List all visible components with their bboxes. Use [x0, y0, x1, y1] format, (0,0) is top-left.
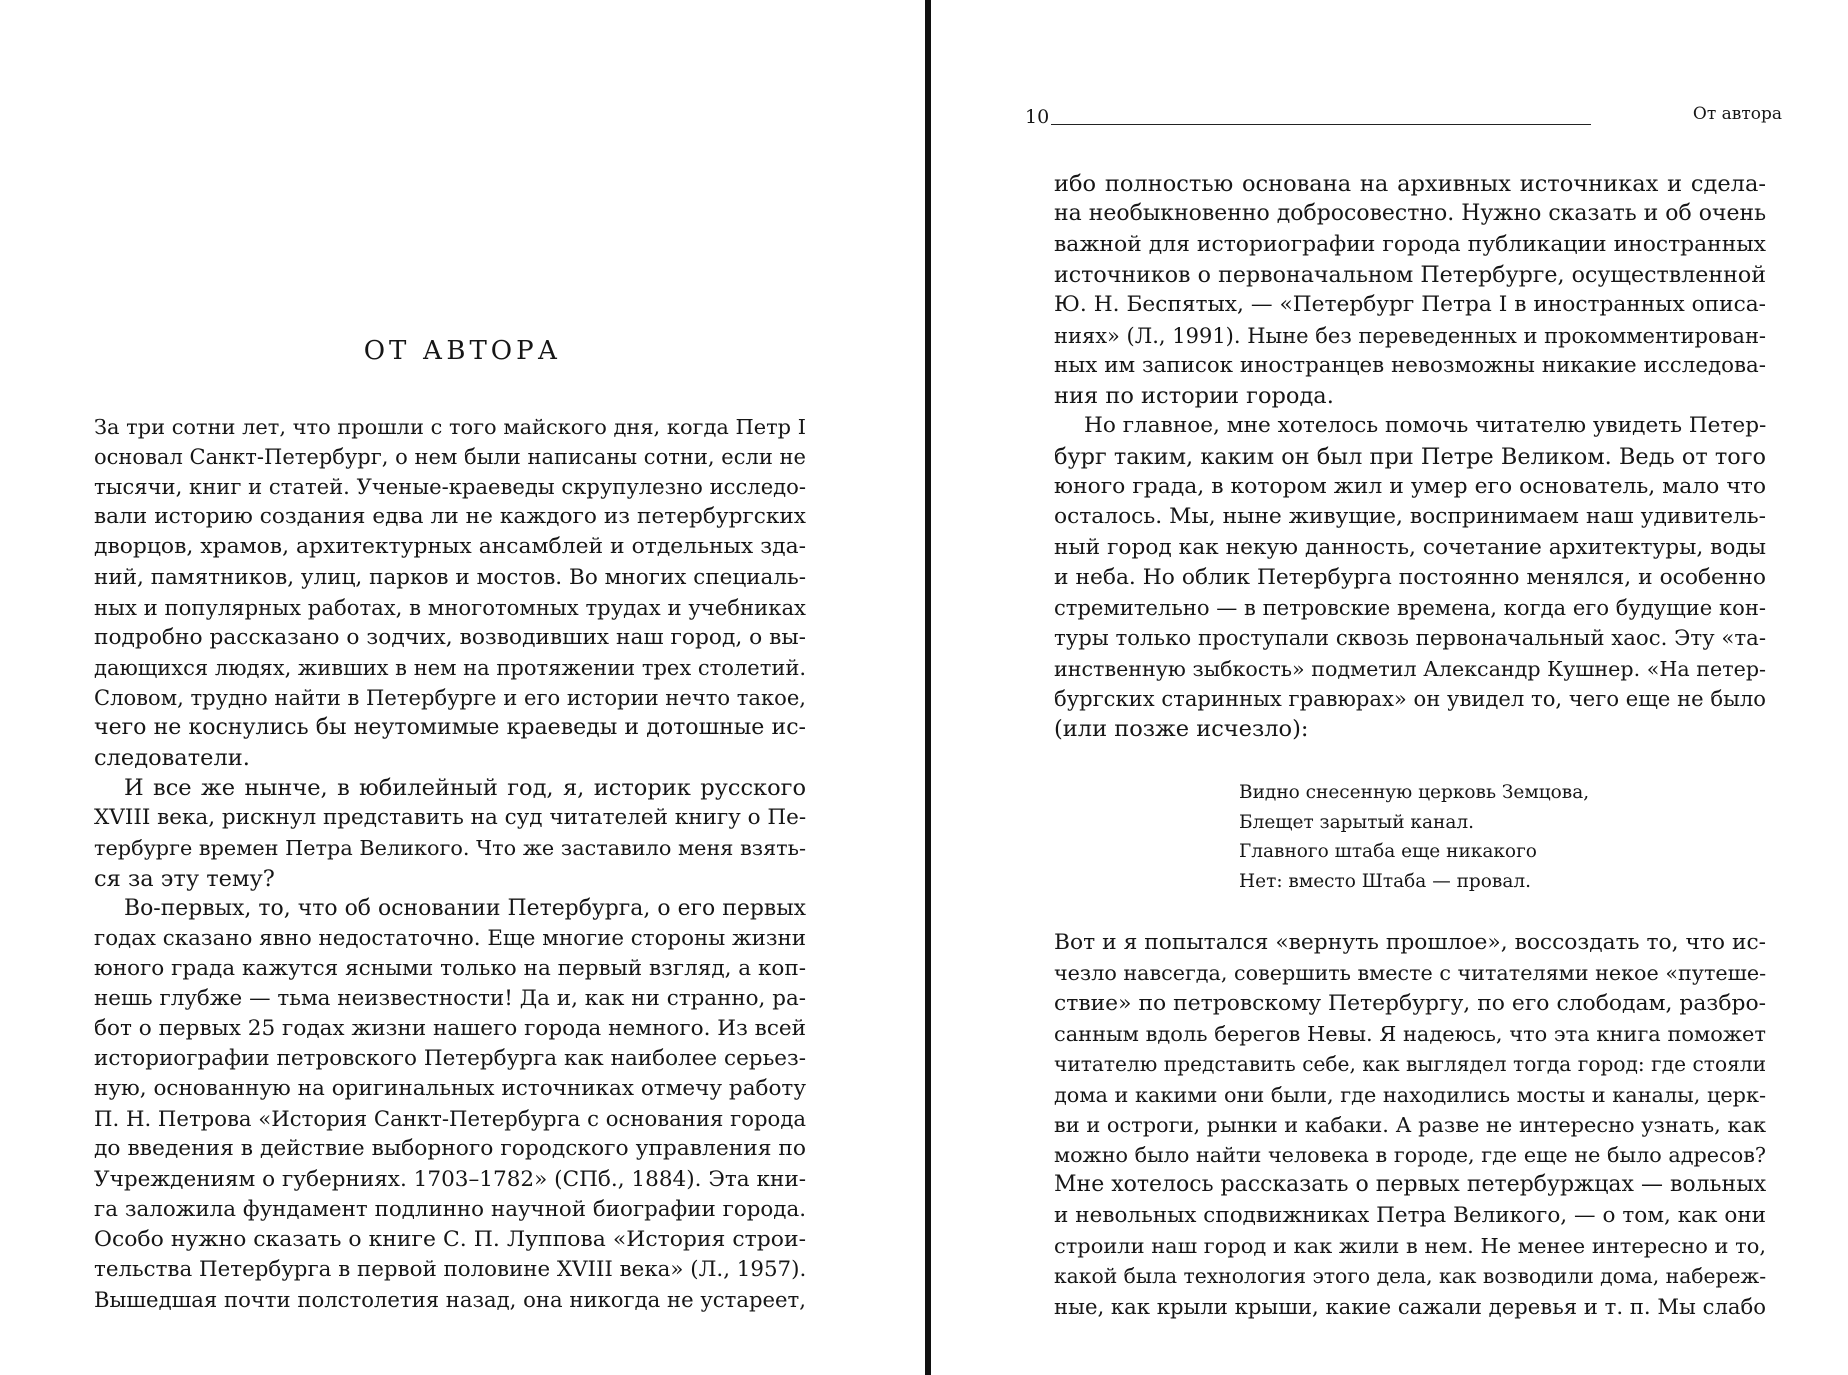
text-line: до введения в действие выборного городского управления по: [94, 1136, 806, 1162]
text-line: П. Н. Петрова «История Санкт-Петербурга с основания города: [94, 1106, 806, 1132]
text-line: санным вдоль берегов Невы. Я надеюсь, что эта книга поможет: [1054, 1021, 1766, 1046]
poem-line: Видно снесенную церковь Земцова,: [1239, 782, 1590, 803]
text-line: юного града кажутся ясными только на первый взгляд, а коп-: [94, 955, 806, 981]
text-line: инственную зыбкость» подметил Александр Кушнер. «На петер-: [1054, 656, 1766, 681]
text-line: на необыкновенно добросовестно. Нужно сказать и об очень: [1054, 201, 1767, 227]
text-line: ся за эту тему?: [94, 865, 275, 892]
text-line: осталось. Мы, ныне живущие, воспринимаем наш удивитель-: [1054, 504, 1766, 530]
running-head: От автора: [1692, 104, 1782, 124]
text-line: чего не коснулись бы неутомимые краеведы и дотошные ис-: [94, 715, 806, 740]
text-line: ния по истории города.: [1054, 383, 1334, 410]
text-line: ных им записок иностранцев невозможны никакие исследова-: [1054, 352, 1766, 378]
text-line: ствие» по петровскому Петербургу, по его слободам, разбро-: [1054, 990, 1766, 1016]
text-line: ных и популярных работах, в многотомных трудах и учебниках: [94, 594, 806, 620]
text-line: бот о первых 25 годах жизни нашего города немного. Из всей: [94, 1016, 806, 1041]
text-line: и невольных сподвижниках Петра Великого, — о том, как они: [1054, 1202, 1766, 1228]
text-line: ные, как крыли крыши, какие сажали деревья и т. п. Мы слабо: [1054, 1293, 1766, 1319]
text-line: дома и какими они были, где находились мосты и каналы, церк-: [1054, 1082, 1766, 1107]
text-line: Во-первых, то, что об основании Петербурга, о его первых: [124, 895, 806, 921]
text-line: вали историю создания едва ли не каждого из петербургских: [94, 504, 806, 530]
text-line: чезло навсегда, совершить вместе с читателями некое «путеше-: [1054, 961, 1767, 986]
text-line: строили наш город и как жили в нем. Не менее интересно и то,: [1054, 1234, 1766, 1258]
text-line: туры только проступали сквозь первоначальный хаос. Эту «та-: [1054, 625, 1766, 651]
text-line: важной для историографии города публикации иностранных: [1054, 231, 1766, 257]
text-line: дворцов, храмов, архитектурных ансамблей и отдельных зда-: [94, 534, 806, 560]
text-line: бург таким, каким он был при Петре Великом. Ведь от того: [1054, 443, 1766, 470]
chapter-title: ОТ АВТОРА: [363, 336, 562, 366]
text-line: тельства Петербурга в первой половине XVIII века» (Л., 1957).: [94, 1256, 807, 1282]
page-number: 10: [1025, 106, 1050, 128]
text-line: ибо полностью основана на архивных источниках и сдела-: [1054, 171, 1766, 197]
text-line: (или позже исчезло):: [1054, 716, 1309, 743]
text-line: Мне хотелось рассказать о первых петербуржцах — вольных: [1054, 1172, 1767, 1198]
text-line: ную, основанную на оригинальных источниках отмечу работу: [94, 1076, 806, 1102]
text-line: ный город как некую данность, сочетание архитектуры, воды: [1054, 534, 1766, 560]
text-line: Вышедшая почти полстолетия назад, она никогда не устареет,: [94, 1286, 806, 1312]
text-line: Ю. Н. Беспятых, — «Петербург Петра I в иностранных описа-: [1054, 292, 1766, 318]
text-line: Особо нужно сказать о книге С. П. Луппова «История строи-: [94, 1226, 806, 1252]
text-line: следователи.: [94, 745, 250, 772]
text-line: Вот и я попытался «вернуть прошлое», воссоздать то, что ис-: [1054, 930, 1766, 955]
text-line: Словом, трудно найти в Петербурге и его истории нечто такое,: [94, 684, 806, 710]
text-line: нешь глубже — тьма неизвестности! Да и, как ни странно, ра-: [94, 985, 806, 1011]
text-line: подробно рассказано о зодчих, возводивших наш город, о вы-: [94, 624, 806, 650]
text-line: Учреждениям о губерниях. 1703–1782» (СПб., 1884). Эта кни-: [94, 1166, 806, 1192]
header-rule: [1051, 124, 1591, 125]
text-line: тербурге времен Петра Великого. Что же заставило меня взять-: [94, 836, 806, 861]
text-line: основал Санкт-Петербург, о нем были написаны сотни, если не: [94, 444, 806, 470]
text-line: годах сказано явно недостаточно. Еще многие стороны жизни: [94, 925, 806, 951]
poem-line: Блещет зарытый канал.: [1239, 811, 1474, 833]
text-line: читателю представить себе, как выглядел тогда город: где стояли: [1054, 1052, 1766, 1077]
text-line: какой была технология этого дела, как возводили дома, набереж-: [1054, 1264, 1767, 1289]
text-line: XVIII века, рискнул представить на суд читателей книгу о Пе-: [94, 805, 807, 831]
text-line: За три сотни лет, что прошли с того майского дня, когда Петр I: [94, 415, 806, 439]
poem-line: Главного штаба еще никакого: [1239, 841, 1537, 862]
text-line: ви и остроги, рынки и кабаки. А разве не интересно узнать, как: [1054, 1112, 1766, 1137]
text-line: тысячи, книг и статей. Ученые-краеведы скрупулезно исследо-: [94, 474, 806, 500]
text-line: и неба. Но облик Петербурга постоянно менялся, и особенно: [1054, 564, 1766, 590]
text-line: юного града, в котором жил и умер его основатель, мало что: [1054, 474, 1766, 499]
text-line: дающихся людях, живших в нем на протяжении трех столетий.: [94, 654, 807, 680]
text-line: Но главное, мне хотелось помочь читателю увидеть Петер-: [1084, 413, 1767, 439]
text-line: ниях» (Л., 1991). Ныне без переведенных и прокомментирован-: [1054, 323, 1767, 348]
text-line: источников о первоначальном Петербурге, осуществленной: [1054, 261, 1766, 288]
text-line: стремительно — в петровские времена, когда его будущие кон-: [1054, 595, 1766, 621]
right-page: [931, 0, 1848, 1375]
text-line: можно было найти человека в городе, где еще не было адресов?: [1054, 1143, 1766, 1168]
text-line: историографии петровского Петербурга как наиболее серьез-: [94, 1046, 806, 1072]
text-line: И все же нынче, в юбилейный год, я, историк русского: [124, 775, 806, 802]
text-line: бургских старинных гравюрах» он увидел то, чего еще не было: [1054, 686, 1766, 712]
text-line: ний, памятников, улиц, парков и мостов. Во многих специаль-: [94, 564, 806, 590]
text-line: га заложила фундамент подлинно научной биографии города.: [94, 1196, 806, 1222]
poem-line: Нет: вместо Штаба — провал.: [1239, 870, 1531, 892]
